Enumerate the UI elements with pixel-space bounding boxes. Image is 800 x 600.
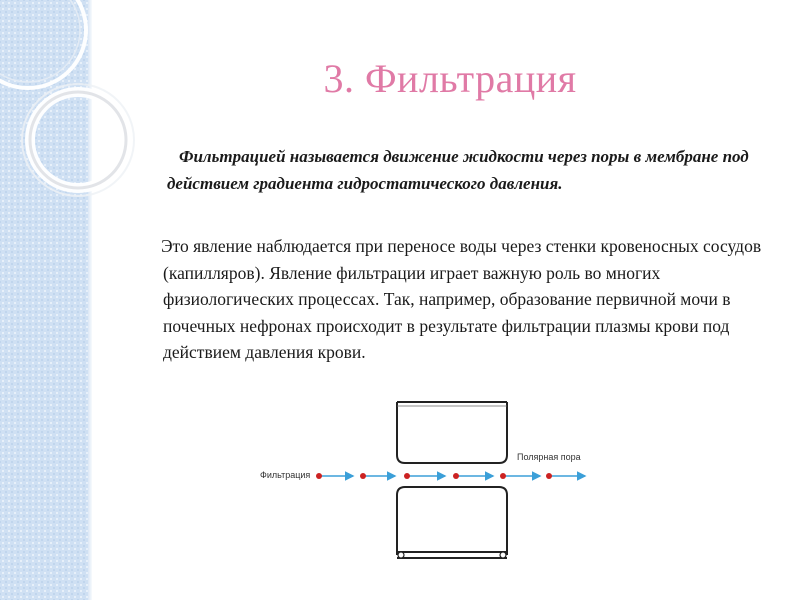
particle [546, 473, 552, 479]
slide-title: 3. Фильтрация [323, 56, 577, 101]
decorative-rings [0, 0, 200, 240]
particle [453, 473, 459, 479]
upper-membrane [397, 402, 507, 463]
body-paragraph: Это явление наблюдается при переносе воды через стенки кровеносных сосудов (капилляров). Явление фильтрации играет важную роль во многих физиологических процессах. Так, например, образование первичной мочи в почечных нефронах происходит в результате фильтрации плазмы крови под действием давления крови. [161, 236, 762, 362]
filtration-diagram [255, 395, 595, 565]
diagram-label-filtration: Фильтрация [260, 470, 311, 480]
particle [500, 473, 506, 479]
particle [404, 473, 410, 479]
diagram-label-pore: Полярная пора [517, 452, 581, 462]
definition-text: Фильтрацией называется движение жидкости через поры в мембране под действием градиента гидростатического давления. [167, 147, 749, 193]
particle [316, 473, 322, 479]
lower-membrane [397, 487, 507, 558]
particle [360, 473, 366, 479]
